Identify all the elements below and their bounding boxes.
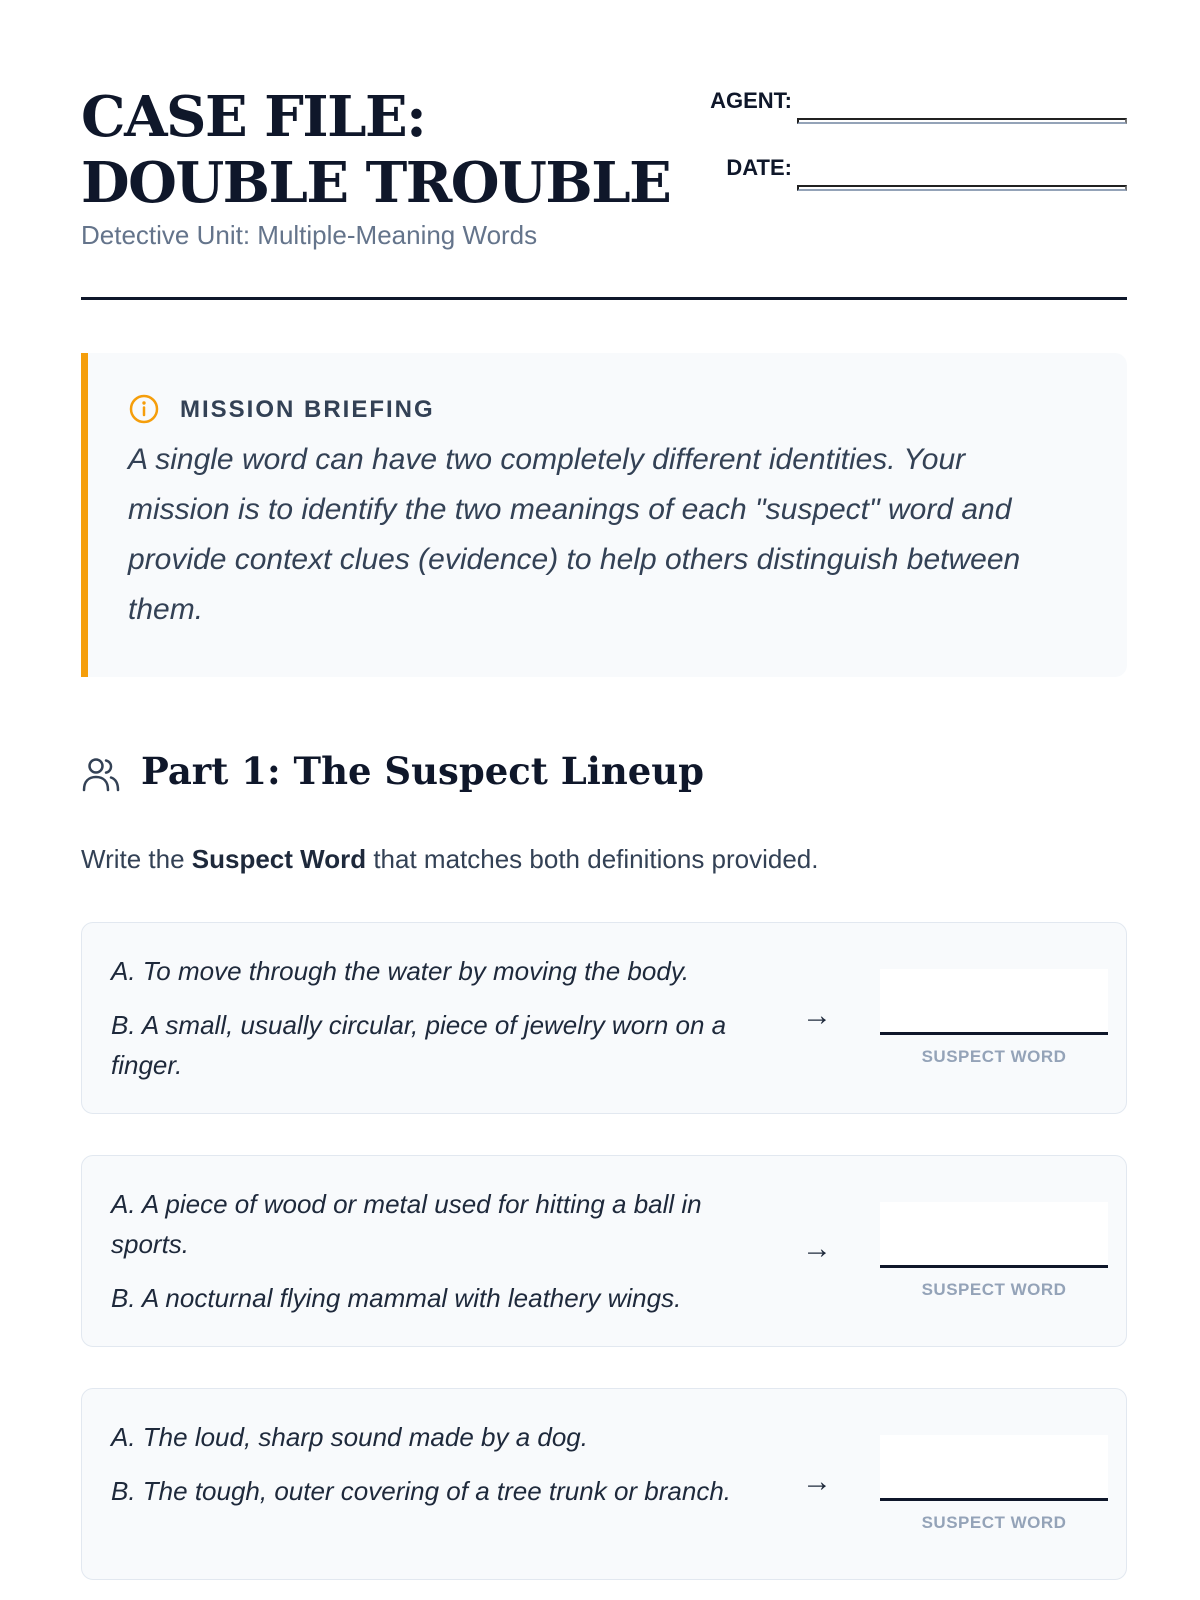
suspect-word-input[interactable]: [880, 969, 1108, 1035]
section-title: Part 1: The Suspect Lineup: [141, 749, 705, 793]
suspect-word-label: SUSPECT WORD: [921, 1280, 1067, 1299]
date-field-row: [697, 147, 1127, 187]
users-icon: [81, 755, 121, 795]
suspect-word-label: SUSPECT WORD: [921, 1513, 1067, 1532]
agent-input[interactable]: [797, 118, 1127, 124]
definitions: [111, 951, 761, 1099]
date-input[interactable]: [797, 185, 1127, 191]
suspect-word-input[interactable]: [880, 1435, 1108, 1501]
arrow-right-icon: →: [802, 1232, 832, 1265]
definitions: [111, 1417, 761, 1525]
instructions-bold: Suspect Word: [191, 844, 367, 874]
instructions-pre: Write the: [81, 844, 192, 874]
info-circle-icon: [128, 393, 160, 425]
suspect-word-label: SUSPECT WORD: [921, 1047, 1067, 1066]
page-subtitle: Detective Unit: Multiple-Meaning Words: [81, 220, 538, 250]
arrow-right-icon: →: [802, 999, 832, 1032]
instructions-post: that matches both definitions provided.: [366, 844, 819, 874]
arrow-right-icon: →: [802, 1465, 832, 1498]
mission-briefing: [81, 353, 1127, 677]
briefing-text: A single word can have two completely different identities. Your mission is to identify the two meanings of each "suspect" word and provide context clues (evidence) to help others distinguish between them.: [128, 443, 1021, 626]
suspect-word-input[interactable]: [880, 1202, 1108, 1268]
definition-b: B. A nocturnal flying mammal with leathery wings.: [111, 1283, 682, 1313]
definition-b: B. A small, usually circular, piece of jewelry worn on a finger.: [111, 1010, 727, 1080]
section-instructions: [81, 844, 819, 875]
date-label: DATE:: [726, 155, 792, 180]
briefing-label: MISSION BRIEFING: [180, 396, 435, 423]
worksheet-header: [81, 80, 1127, 300]
definition-a: A. The loud, sharp sound made by a dog.: [111, 1422, 588, 1452]
suspect-card-2: [81, 1155, 1127, 1347]
definition-a: A. A piece of wood or metal used for hitting a ball in sports.: [111, 1189, 702, 1259]
suspect-card-1: [81, 922, 1127, 1114]
agent-field-row: [697, 80, 1127, 120]
suspect-card-3: [81, 1388, 1127, 1580]
definition-a: A. To move through the water by moving the body.: [111, 956, 690, 986]
definitions: [111, 1184, 761, 1332]
page-title: CASE FILE: DOUBLE TROUBLE: [81, 84, 671, 216]
agent-label: AGENT:: [710, 88, 792, 113]
definition-b: B. The tough, outer covering of a tree trunk or branch.: [111, 1476, 732, 1506]
